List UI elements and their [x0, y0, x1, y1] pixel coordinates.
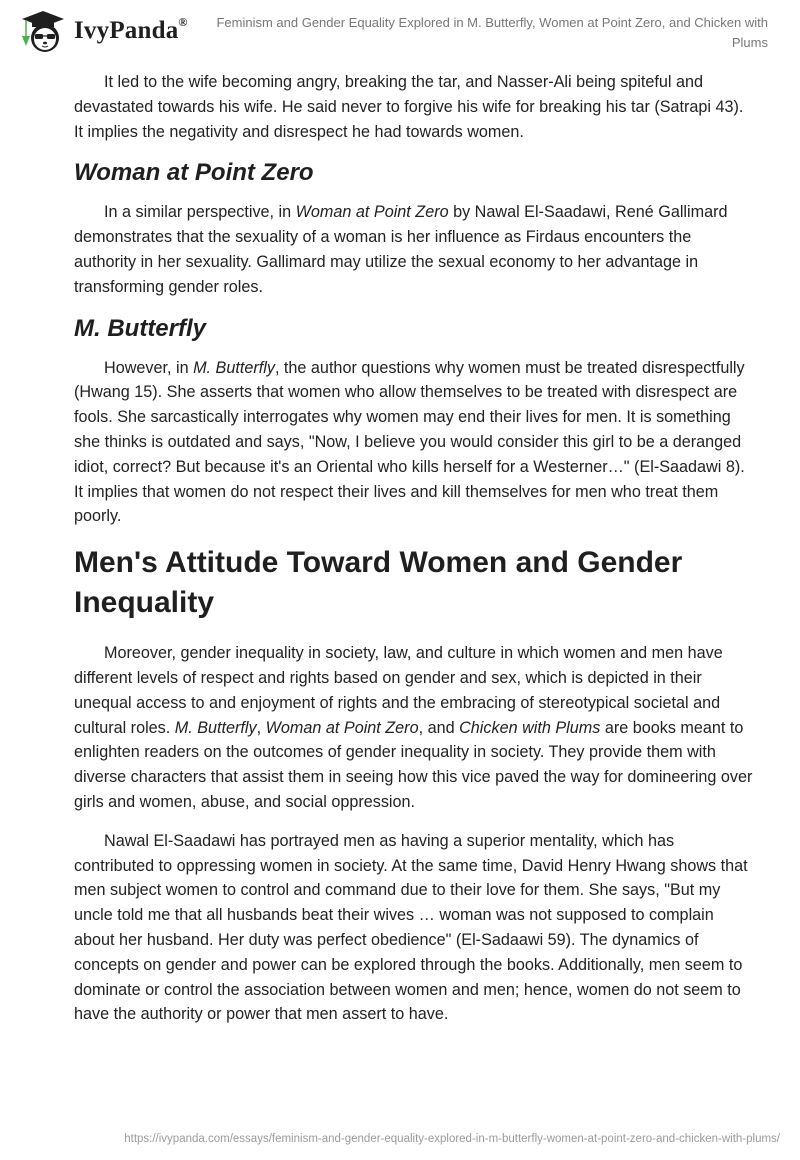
ivypanda-logo[interactable]	[18, 8, 188, 54]
page-header	[0, 0, 800, 60]
panda-graduate-icon	[18, 8, 68, 54]
book-title: Woman at Point Zero	[295, 203, 449, 222]
paragraph-woman-at-point-zero: In a similar perspective, in Woman at Point Zero by Nawal El-Saadawi, René Gallimard demonstrates that the sexuality of a woman is her influence as Firdaus encounters the authority in her sexuality. Gallimard may utilize the sexual economy to her advantage in transforming gender roles.	[74, 203, 728, 296]
book-title: Chicken with Plums	[459, 718, 601, 737]
paragraph-intro: It led to the wife becoming angry, breaking the tar, and Nasser-Ali being spiteful and devastated towards his wife. He said never to forgive his wife for breaking his tar (Satrapi 43). It implies the negativity and disrespect he had towards women.	[74, 73, 744, 141]
book-title: M. Butterfly	[193, 358, 275, 377]
paragraph-m-butterfly: However, in M. Butterfly, the author questions why women must be treated disrespectfully (Hwang 15). She asserts that women who allow themselves to be treated with disrespect are fools. She sarcastically interrogates why women may end their lives for men. It is something she thinks is outdated and says, "Now, I believe you would consider this girl to be a deranged idiot, correct? But because it's an Oriental who kills herself for a Westerner…" (El-Saadawi 8). It implies that women do not respect their lives and kill themselves for men who treat them poorly.	[74, 358, 745, 526]
essay-body	[74, 70, 754, 1041]
book-title: M. Butterfly	[174, 718, 257, 737]
paragraph-mens-attitude-1: Moreover, gender inequality in society, law, and culture in which women and men have different levels of respect and rights based on gender and sex, which is depicted in their unequal access to and enjoyment of rights and the embracing of stereotypical societal and cultural roles. M. Butterfly, Woman at Point Zero, and Chicken with Plums are books meant to enlighten readers on the outcomes of gender inequality in society. They provide them with diverse characters that assist them in seeing how this vice paved the way for domineering over girls and women, abuse, and social oppression.	[74, 644, 753, 811]
heading-woman-at-point-zero: Woman at Point Zero	[74, 159, 314, 187]
book-title: Woman at Point Zero	[265, 718, 419, 737]
heading-mens-attitude: Men's Attitude Toward Women and Gender Inequality	[74, 546, 683, 620]
heading-m-butterfly: M. Butterfly	[74, 314, 206, 342]
document-title: Feminism and Gender Equality Explored in M. Butterfly, Women at Point Zero, and Chicken with Plums	[216, 15, 768, 50]
paragraph-mens-attitude-2: Nawal El-Saadawi has portrayed men as having a superior mentality, which has contributed to oppressing women in society. At the same time, David Henry Hwang shows that men subject women to control and command due to their love for them. She says, "But my uncle told me that all husbands beat their wives … woman was not supposed to complain about her husband. Her duty was perfect obedience" (El-Sadaawi 59). The dynamics of concepts on gender and power can be explored through the books. Additionally, men seem to dominate or control the association between women and men; hence, women do not seem to have the authority or power that men assert to have.	[74, 831, 748, 1024]
logo-text: IvyPanda®	[74, 15, 188, 44]
footer-url[interactable]: https://ivypanda.com/essays/feminism-and-gender-equality-explored-in-m-butterfly-women-at-point-zero-and-chicken-with-plums/	[124, 1133, 780, 1145]
